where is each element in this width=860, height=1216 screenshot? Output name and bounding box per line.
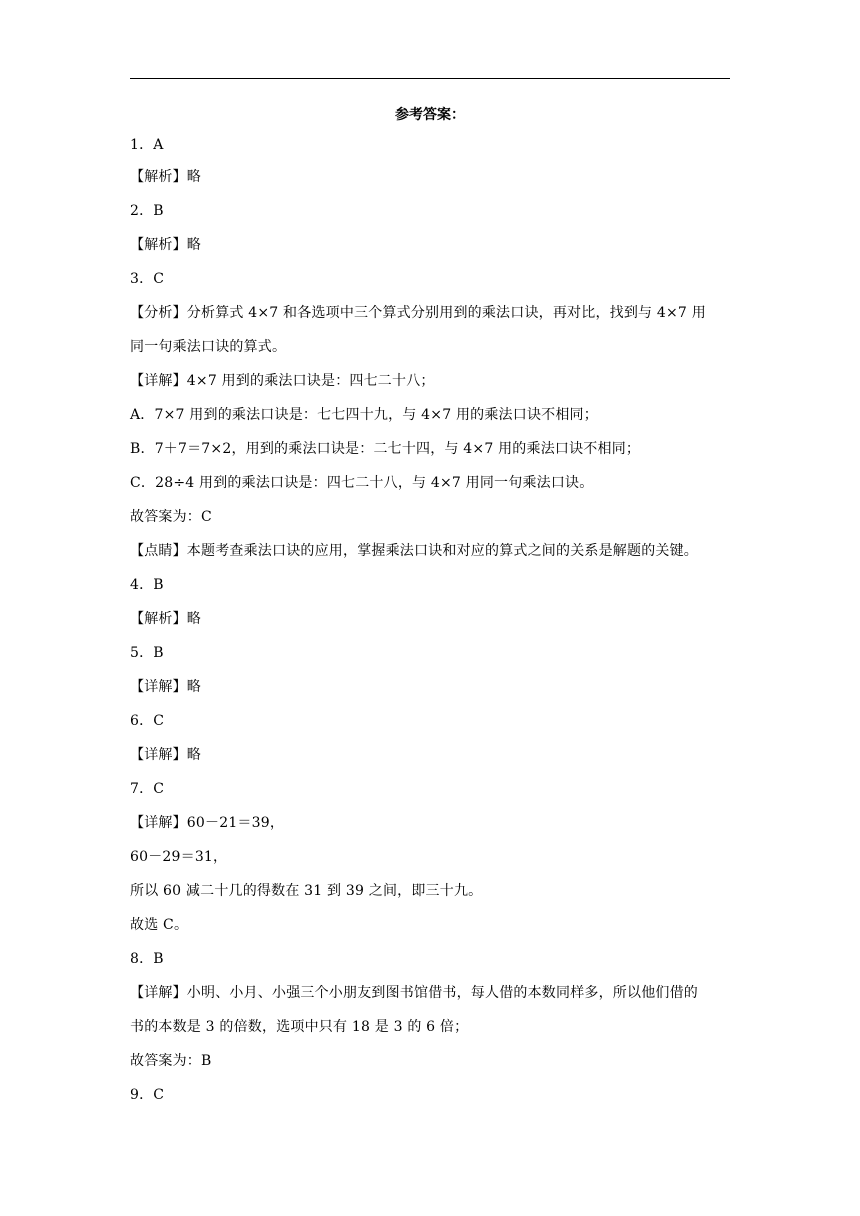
answer-line: 故选 C。 — [130, 917, 189, 933]
answer-line: 【详解】4×7 用到的乘法口诀是：四七二十八； — [130, 373, 435, 389]
answer-line: 5．B — [130, 645, 164, 661]
answer-line: 书的本数是 3 的倍数，选项中只有 18 是 3 的 6 倍； — [130, 1019, 469, 1035]
answer-line: 【点睛】本题考查乘法口诀的应用，掌握乘法口诀和对应的算式之间的关系是解题的关键。 — [130, 543, 698, 559]
header-rule — [130, 78, 730, 79]
answer-line: 所以 60 减二十几的得数在 31 到 39 之间，即三十九。 — [130, 883, 483, 899]
answer-line: 【分析】分析算式 4×7 和各选项中三个算式分别用到的乘法口诀，再对比，找到与 4×7 用 — [130, 305, 706, 321]
answer-line: A．7×7 用到的乘法口诀是：七七四十九，与 4×7 用的乘法口诀不相同； — [130, 407, 598, 423]
answer-line: 4．B — [130, 577, 164, 593]
answer-key-title: 参考答案： — [395, 107, 465, 123]
answer-line: 9．C — [130, 1087, 165, 1103]
answer-line: 【解析】略 — [130, 611, 201, 627]
answer-line: 【详解】60－21＝39， — [130, 815, 285, 831]
answer-line: 6．C — [130, 713, 165, 729]
answer-line: 2．B — [130, 203, 164, 219]
answer-line: 60－29＝31， — [130, 849, 228, 865]
answer-line: 1．A — [130, 137, 164, 153]
answer-line: C．28÷4 用到的乘法口诀是：四七二十八，与 4×7 用同一句乘法口诀。 — [130, 475, 594, 491]
answer-line: 【详解】小明、小月、小强三个小朋友到图书馆借书，每人借的本数同样多，所以他们借的 — [130, 985, 698, 1001]
answer-line: 故答案为：B — [130, 1053, 212, 1069]
answer-line: 【详解】略 — [130, 679, 201, 695]
answer-line: 8．B — [130, 951, 164, 967]
answer-line: 故答案为：C — [130, 509, 212, 525]
answer-line: 7．C — [130, 781, 165, 797]
answer-line: 3．C — [130, 271, 165, 287]
answer-line: 【解析】略 — [130, 169, 201, 185]
answer-line: B．7＋7＝7×2，用到的乘法口诀是：二七十四，与 4×7 用的乘法口诀不相同； — [130, 441, 641, 457]
answer-line: 【详解】略 — [130, 747, 201, 763]
answer-line: 同一句乘法口诀的算式。 — [130, 339, 287, 355]
answer-line: 【解析】略 — [130, 237, 201, 253]
